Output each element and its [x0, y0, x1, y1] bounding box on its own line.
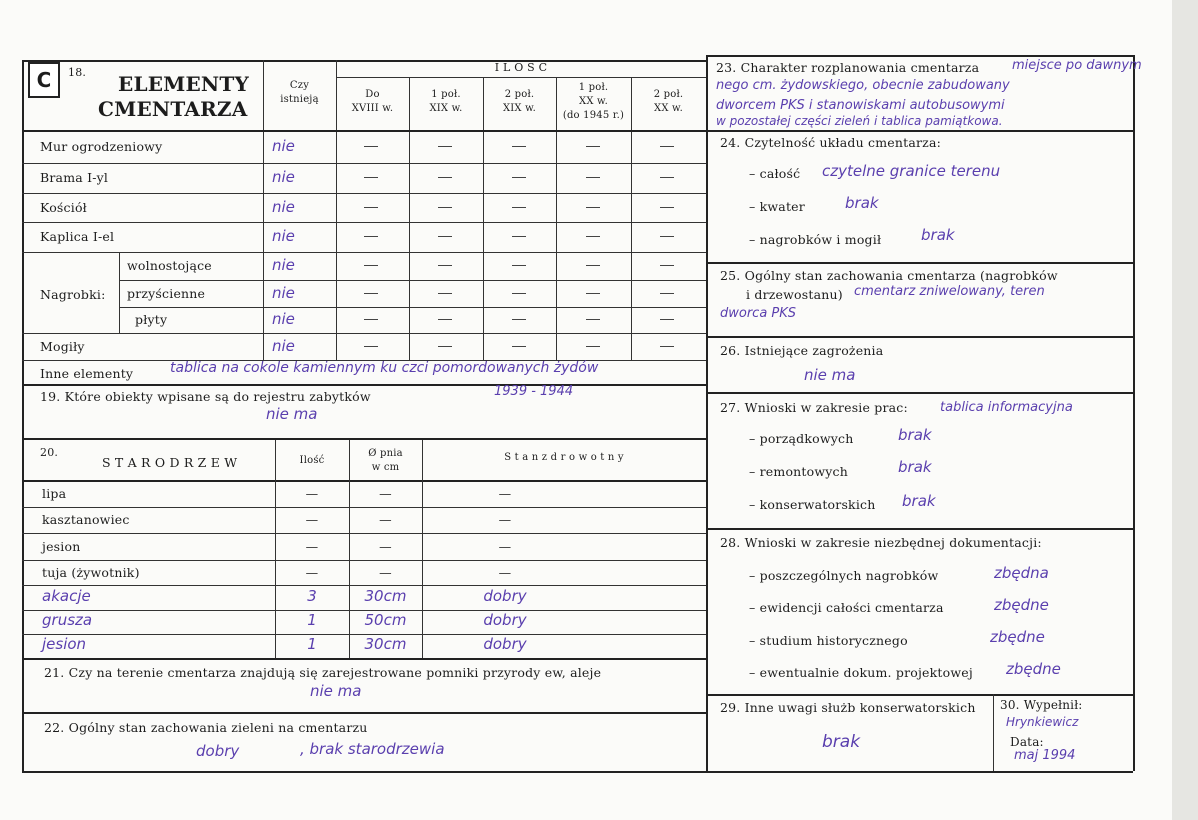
s24-item-value: czytelne granice terenu: [822, 162, 1001, 180]
other-elements-label: Inne elementy: [40, 366, 134, 381]
element-row-label: Brama I-yl: [40, 170, 109, 185]
empty-dash: [438, 265, 452, 266]
s19-years: 1939 - 1944: [494, 384, 574, 399]
col-exists-2: istnieją: [280, 94, 319, 105]
tree-row-diam: —: [379, 485, 392, 501]
element-row-label: Mogiły: [40, 338, 85, 354]
tree-row-diam: —: [379, 564, 392, 580]
tree-row-health: dobry: [483, 586, 527, 605]
tree-row-name: akacje: [42, 586, 91, 605]
empty-dash: [512, 207, 526, 208]
s24-item-label: – nagrobków i mogił: [749, 232, 882, 247]
element-row-label: Kościół: [40, 199, 87, 215]
empty-dash: [660, 177, 674, 178]
s18-title-1: ELEMENTY: [118, 72, 249, 96]
col-diam-1: Ø pnia: [368, 448, 403, 459]
frame-right-right: [1133, 55, 1135, 771]
empty-dash: [660, 293, 674, 294]
s27-item-label: – konserwatorskich: [749, 497, 876, 512]
empty-dash: [586, 207, 600, 208]
empty-dash: [364, 346, 378, 347]
tree-row-name: jesion: [42, 635, 87, 653]
tree-row-count: —: [305, 564, 319, 580]
row-rule: [22, 252, 706, 253]
s25-label-2: i drzewostanu): [746, 287, 843, 302]
s28-item-label: – ewidencji całości cmentarza: [749, 600, 944, 615]
tree-row-count: —: [305, 485, 319, 501]
s30-data-label: Data:: [1010, 735, 1044, 749]
s28-label: 28. Wnioski w zakresie niezbędnej dokumentacji:: [720, 535, 1042, 550]
col-diam-2: w cm: [371, 462, 400, 473]
section-letter-box: C: [28, 62, 60, 98]
tree-row-rule: [22, 507, 706, 508]
tree-row-diam: 30cm: [364, 635, 407, 653]
frame-right-top: [706, 55, 1133, 57]
col-health: S t a n z d r o w o t n y: [504, 452, 624, 463]
period-header-2-line-1: 1 poł.: [431, 89, 461, 100]
s23-line-2: nego cm. żydowskiego, obecnie zabudowany: [716, 78, 1010, 93]
tree-row-diam: —: [379, 538, 392, 554]
s27-value: tablica informacyjna: [940, 400, 1073, 415]
s23-label: 23. Charakter rozplanowania cmentarza: [716, 60, 980, 75]
period-header-4-line-3: (do 1945 r.): [562, 110, 625, 121]
s22-label: 22. Ogólny stan zachowania zieleni na cmentarzu: [44, 720, 368, 735]
tree-row-name: kasztanowiec: [42, 512, 130, 527]
empty-dash: [364, 236, 378, 237]
s29-value: brak: [822, 732, 861, 752]
tree-row-diam: —: [379, 512, 392, 527]
s29-label: 29. Inne uwagi służb konserwatorskich: [720, 700, 976, 715]
empty-dash: [438, 207, 452, 208]
row-rule: [22, 333, 706, 334]
period-header-5-line-2: XX w.: [654, 103, 683, 114]
page-edge: [1172, 0, 1198, 820]
empty-dash: [512, 346, 526, 347]
tree-row-health: —: [498, 564, 512, 580]
s23-line-1: miejsce po dawnym: [1012, 58, 1142, 73]
s28-item-value: zbędne: [1006, 660, 1061, 678]
col-exists-1: Czy: [289, 80, 310, 91]
element-row-exists: nie: [272, 168, 295, 186]
empty-dash: [512, 177, 526, 178]
empty-dash: [586, 236, 600, 237]
s21-value: nie ma: [310, 682, 362, 700]
empty-dash: [660, 319, 674, 320]
s25-value-1: cmentarz zniwelowany, teren: [854, 284, 1045, 299]
s28-item-value: zbędna: [994, 564, 1049, 582]
s28-item-value: zbędne: [990, 628, 1045, 646]
empty-dash: [586, 177, 600, 178]
row-rule: [22, 193, 706, 194]
row-rule: [22, 222, 706, 223]
empty-dash: [586, 319, 600, 320]
frame-right-bottom: [706, 771, 1133, 773]
empty-dash: [512, 319, 526, 320]
tree-row-rule: [22, 533, 706, 534]
element-row-exists: nie: [272, 136, 295, 155]
s30-label: 30. Wypełnił:: [1000, 698, 1083, 712]
empty-dash: [660, 346, 674, 347]
s25-value-2: dworca PKS: [720, 306, 797, 321]
s24-item-label: – całość: [749, 166, 801, 181]
element-row-exists: nie: [272, 197, 295, 216]
empty-dash: [512, 265, 526, 266]
period-header-2-line-2: XIX w.: [429, 103, 463, 114]
tree-row-health: dobry: [483, 611, 527, 629]
s22-value-1: dobry: [196, 742, 240, 760]
s27-item-label: – remontowych: [749, 464, 848, 479]
element-row-label: wolnostojące: [127, 258, 212, 273]
empty-dash: [512, 236, 526, 237]
empty-dash: [438, 346, 452, 347]
empty-dash: [438, 293, 452, 294]
empty-dash: [586, 293, 600, 294]
s27-item-value: brak: [898, 426, 932, 444]
period-header-3-line-1: 2 poł.: [504, 89, 535, 100]
period-header-1-line-1: Do: [365, 89, 380, 100]
s25-label-1: 25. Ogólny stan zachowania cmentarza (nagrobków: [720, 268, 1058, 283]
tree-row-rule: [22, 560, 706, 561]
s27-item-label: – porządkowych: [749, 431, 854, 446]
s19-label: 19. Które obiekty wpisane są do rejestru zabytków: [40, 389, 371, 404]
empty-dash: [364, 146, 378, 147]
empty-dash: [512, 146, 526, 147]
row-rule: [22, 163, 706, 164]
tree-row-diam: 30cm: [364, 586, 407, 605]
tree-row-name: tuja (żywotnik): [42, 564, 140, 580]
s22-value-2: , brak starodrzewia: [300, 740, 445, 758]
s20-number: 20.: [40, 446, 59, 459]
tree-row-health: —: [498, 538, 512, 554]
empty-dash: [512, 293, 526, 294]
s23-line-3: dworcem PKS i stanowiskami autobusowymi: [716, 98, 1005, 113]
s20-title: S T A R O D R Z E W: [102, 455, 238, 470]
element-row-label: płyty: [135, 312, 168, 327]
tree-row-count: —: [305, 512, 319, 527]
empty-dash: [586, 146, 600, 147]
s27-item-value: brak: [898, 458, 932, 476]
s18-title-2: CMENTARZA: [98, 97, 248, 121]
empty-dash: [586, 265, 600, 266]
empty-dash: [438, 236, 452, 237]
tree-row-count: —: [305, 538, 319, 554]
frame-left-bottom: [22, 771, 706, 773]
tree-row-count: 3: [307, 586, 317, 605]
tree-row-health: —: [498, 485, 512, 501]
frame-left-left: [22, 60, 24, 771]
s28-item-value: zbędne: [994, 596, 1049, 614]
s18-number: 18.: [68, 66, 87, 79]
tree-row-name: lipa: [42, 485, 67, 501]
empty-dash: [364, 207, 378, 208]
s27-label: 27. Wnioski w zakresie prac:: [720, 400, 908, 415]
element-row-exists: nie: [272, 256, 295, 274]
period-header-1-line-2: XVIII w.: [351, 103, 394, 114]
empty-dash: [586, 346, 600, 347]
tree-row-count: 1: [307, 611, 317, 629]
row-rule: [119, 307, 706, 308]
tree-row-name: grusza: [42, 611, 93, 629]
s30-date: maj 1994: [1014, 748, 1076, 763]
element-row-label: przyścienne: [127, 285, 206, 301]
s19-value: nie ma: [266, 405, 318, 423]
s24-label: 24. Czytelność układu cmentarza:: [720, 135, 942, 150]
empty-dash: [660, 236, 674, 237]
period-header-4-line-1: 1 poł.: [578, 82, 609, 93]
tree-row-diam: 50cm: [364, 611, 407, 629]
element-row-exists: nie: [272, 336, 295, 355]
period-header-3-line-2: XIX w.: [502, 103, 537, 114]
col-count: Ilość: [299, 455, 325, 466]
s28-item-label: – studium historycznego: [749, 633, 908, 648]
s26-value: nie ma: [804, 366, 856, 384]
s30-name: Hrynkiewicz: [1006, 715, 1079, 729]
element-row-exists: nie: [272, 283, 295, 302]
nagrobki-label: Nagrobki:: [40, 287, 106, 302]
s28-item-label: – poszczególnych nagrobków: [749, 568, 939, 583]
element-row-exists: nie: [272, 310, 295, 328]
tree-row-health: —: [498, 512, 512, 527]
period-header-4-line-2: XX w.: [579, 96, 608, 107]
empty-dash: [364, 265, 378, 266]
element-row-label: Kaplica I-el: [40, 229, 115, 244]
s23-line-4: w pozostałej części zieleń i tablica pamiątkowa.: [716, 114, 1003, 128]
s28-item-label: – ewentualnie dokum. projektowej: [749, 665, 973, 680]
s21-label: 21. Czy na terenie cmentarza znajdują się zarejestrowane pomniki przyrody ew, aleje: [44, 665, 602, 680]
col-ilosc: I L O Ś C: [494, 61, 548, 74]
s27-item-value: brak: [902, 492, 936, 510]
s24-item-value: brak: [921, 226, 955, 244]
empty-dash: [364, 293, 378, 294]
row-rule: [119, 280, 706, 281]
empty-dash: [660, 207, 674, 208]
tree-row-health: dobry: [483, 635, 527, 653]
empty-dash: [438, 146, 452, 147]
empty-dash: [438, 177, 452, 178]
empty-dash: [660, 265, 674, 266]
s26-label: 26. Istniejące zagrożenia: [720, 343, 884, 358]
s24-item-label: – kwater: [749, 199, 805, 214]
frame-middle: [706, 55, 708, 771]
empty-dash: [660, 146, 674, 147]
other-elements-value: tablica na cokole kamiennym ku czci pomordowanych żydów: [170, 360, 599, 376]
tree-row-name: jesion: [42, 538, 81, 554]
empty-dash: [438, 319, 452, 320]
element-row-exists: nie: [272, 227, 295, 245]
element-row-label: Mur ogrodzeniowy: [40, 138, 163, 154]
empty-dash: [364, 177, 378, 178]
tree-row-count: 1: [307, 635, 317, 653]
s24-item-value: brak: [845, 194, 879, 212]
period-header-5-line-1: 2 poł.: [653, 89, 684, 100]
empty-dash: [364, 319, 378, 320]
